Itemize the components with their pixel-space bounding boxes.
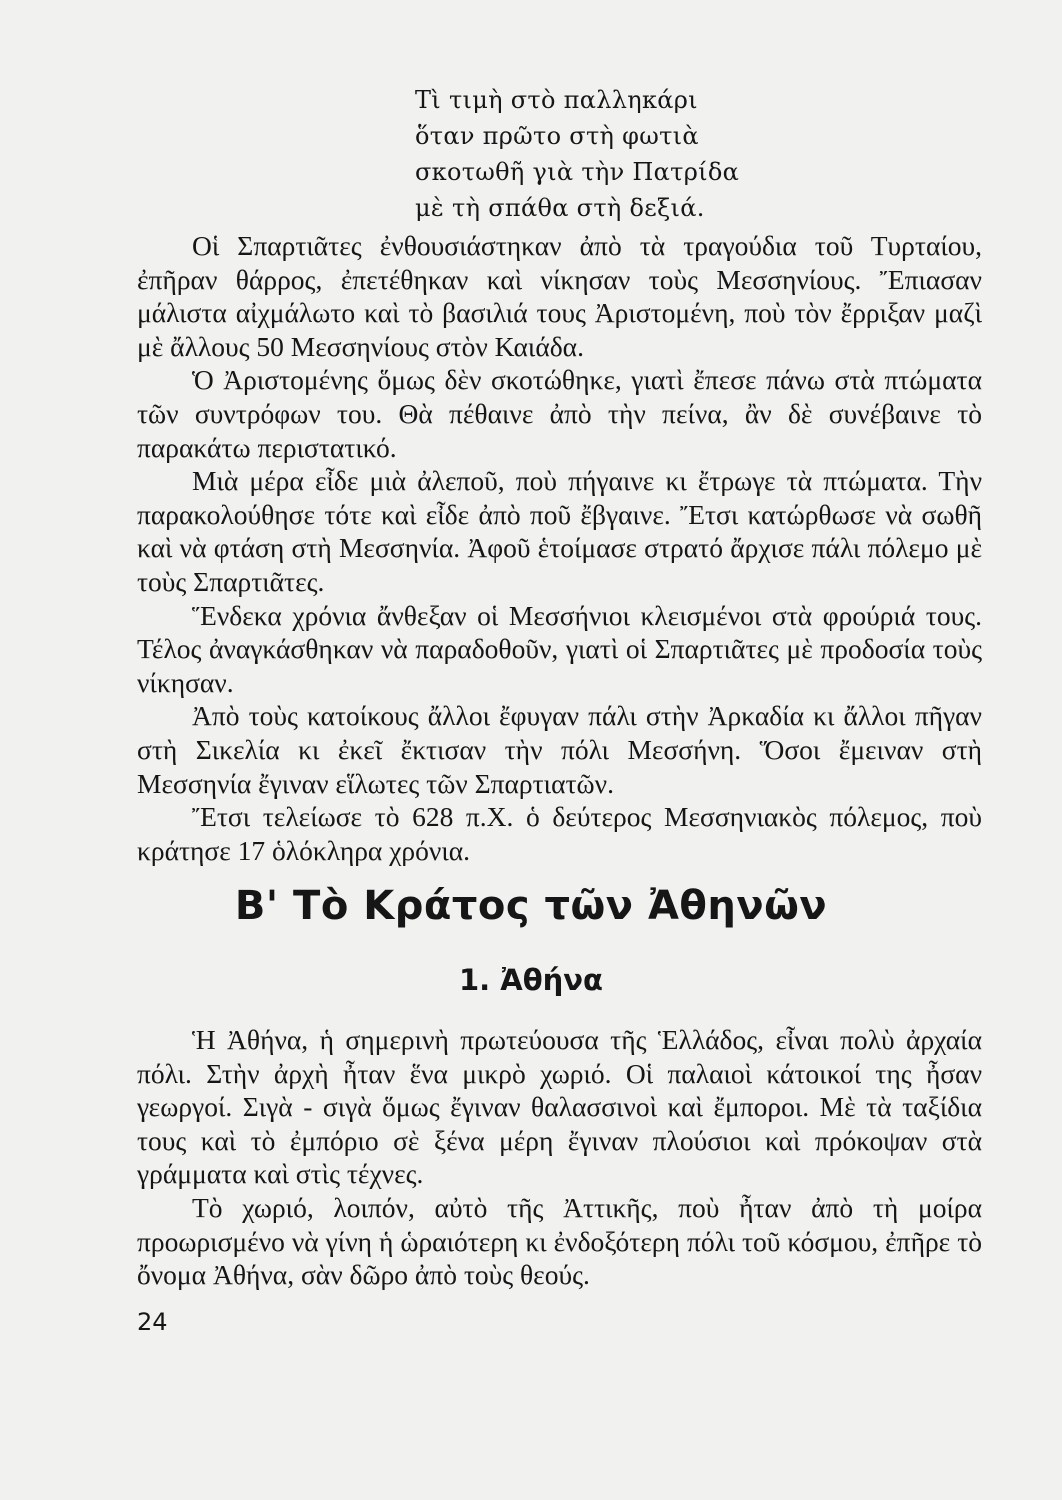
paragraph: Τὸ χωριό, λοιπόν, αὐτὸ τῆς Ἀττικῆς, ποὺ ἦταν ἀπὸ τὴ μοίρα προωρισμένο νὰ γίνη ἡ ὡραιότερη κι ἐνδοξότερη πόλι τοῦ κόσμου, ἐπῆρε τὸ ὄνομα Ἀθήνα, σὰν δῶρο ἀπὸ τοὺς θεούς. (137, 1191, 982, 1291)
page-number: 24 (137, 1308, 168, 1336)
paragraph: Ἕνδεκα χρόνια ἄνθεξαν οἱ Μεσσήνιοι κλεισμένοι στὰ φρούριά τους. Τέλος ἀναγκάσθηκαν νὰ παραδοθοῦν, γιατὶ οἱ Σπαρτιᾶτες μὲ προδοσία τοὺς νίκησαν. (137, 599, 982, 698)
section-title: 1. Ἀθήνα (459, 963, 603, 997)
paragraph: Ὁ Ἀριστομένης ὅμως δὲν σκοτώθηκε, γιατὶ ἔπεσε πάνω στὰ πτώματα τῶν συντρόφων του. Θὰ πέθαινε ἀπὸ τὴν πείνα, ἂν δὲ συνέβαινε τὸ παρακάτω περιστατικό. (137, 364, 982, 463)
poem-verse (415, 82, 739, 226)
athens-text (137, 1023, 982, 1292)
paragraph: Ἡ Ἀθήνα, ἡ σημερινὴ πρωτεύουσα τῆς Ἑλλάδος, εἶναι πολὺ ἀρχαία πόλι. Στὴν ἀρχὴ ἦταν ἕνα μικρὸ χωριό. Οἱ παλαιοὶ κάτοικοί της ἦσαν γεωργοί. Σιγὰ - σιγὰ ὅμως ἔγιναν θαλασσινοὶ καὶ ἔμποροι. Μὲ τὰ ταξίδια τους καὶ τὸ ἐμπόριο σὲ ξένα μέρη ἔγιναν πλούσιοι καὶ πρόκοψαν στὰ γράμματα καὶ στὶς τέχνες. (137, 1024, 982, 1190)
paragraph: Οἱ Σπαρτιᾶτες ἐνθουσιάστηκαν ἀπὸ τὰ τραγούδια τοῦ Τυρταίου, ἐπῆραν θάρρος, ἐπετέθηκαν καὶ νίκησαν τοὺς Μεσσηνίους. Ἔπιασαν μάλιστα αἰχμάλωτο καὶ τὸ βασιλιά τους Ἀριστομένη, ποὺ τὸν ἔρριξαν μαζὶ μὲ ἄλλους 50 Μεσσηνίους στὸν Καιάδα. (137, 230, 982, 362)
paragraph: Μιὰ μέρα εἶδε μιὰ ἀλεποῦ, ποὺ πήγαινε κι ἔτρωγε τὰ πτώματα. Τὴν παρακολούθησε τότε καὶ εἶδε ἀπὸ ποῦ ἔβγαινε. Ἔτσι κατώρθωσε νὰ σωθῆ καὶ νὰ φτάση στὴ Μεσσηνία. Ἀφοῦ ἑτοίμασε στρατό ἄρχισε πάλι πόλεμο μὲ τοὺς Σπαρτιᾶτες. (137, 465, 982, 597)
poem-line: Τὶ τιμὴ στὸ παλληκάρι (415, 86, 698, 114)
poem-line: ὅταν πρῶτο στὴ φωτιὰ (415, 122, 699, 150)
paragraph: Ἀπὸ τοὺς κατοίκους ἄλλοι ἔφυγαν πάλι στὴν Ἀρκαδία κι ἄλλοι πῆγαν στὴ Σικελία κι ἐκεῖ ἔκτισαν τὴν πόλι Μεσσήνη. Ὅσοι ἔμειναν στὴ Μεσσηνία ἔγιναν εἵλωτες τῶν Σπαρτιατῶν. (137, 700, 982, 799)
paragraph: Ἔτσι τελείωσε τὸ 628 π.Χ. ὁ δεύτερος Μεσσηνιακὸς πόλεμος, ποὺ κράτησε 17 ὁλόκληρα χρόνια. (137, 801, 982, 866)
chapter-title: Β' Τὸ Κράτος τῶν Ἀθηνῶν (234, 883, 828, 929)
messenian-war-text (137, 229, 982, 867)
poem-line: μὲ τὴ σπάθα στὴ δεξιά. (415, 194, 705, 222)
poem-line: σκοτωθῆ γιὰ τὴν Πατρίδα (415, 158, 740, 186)
